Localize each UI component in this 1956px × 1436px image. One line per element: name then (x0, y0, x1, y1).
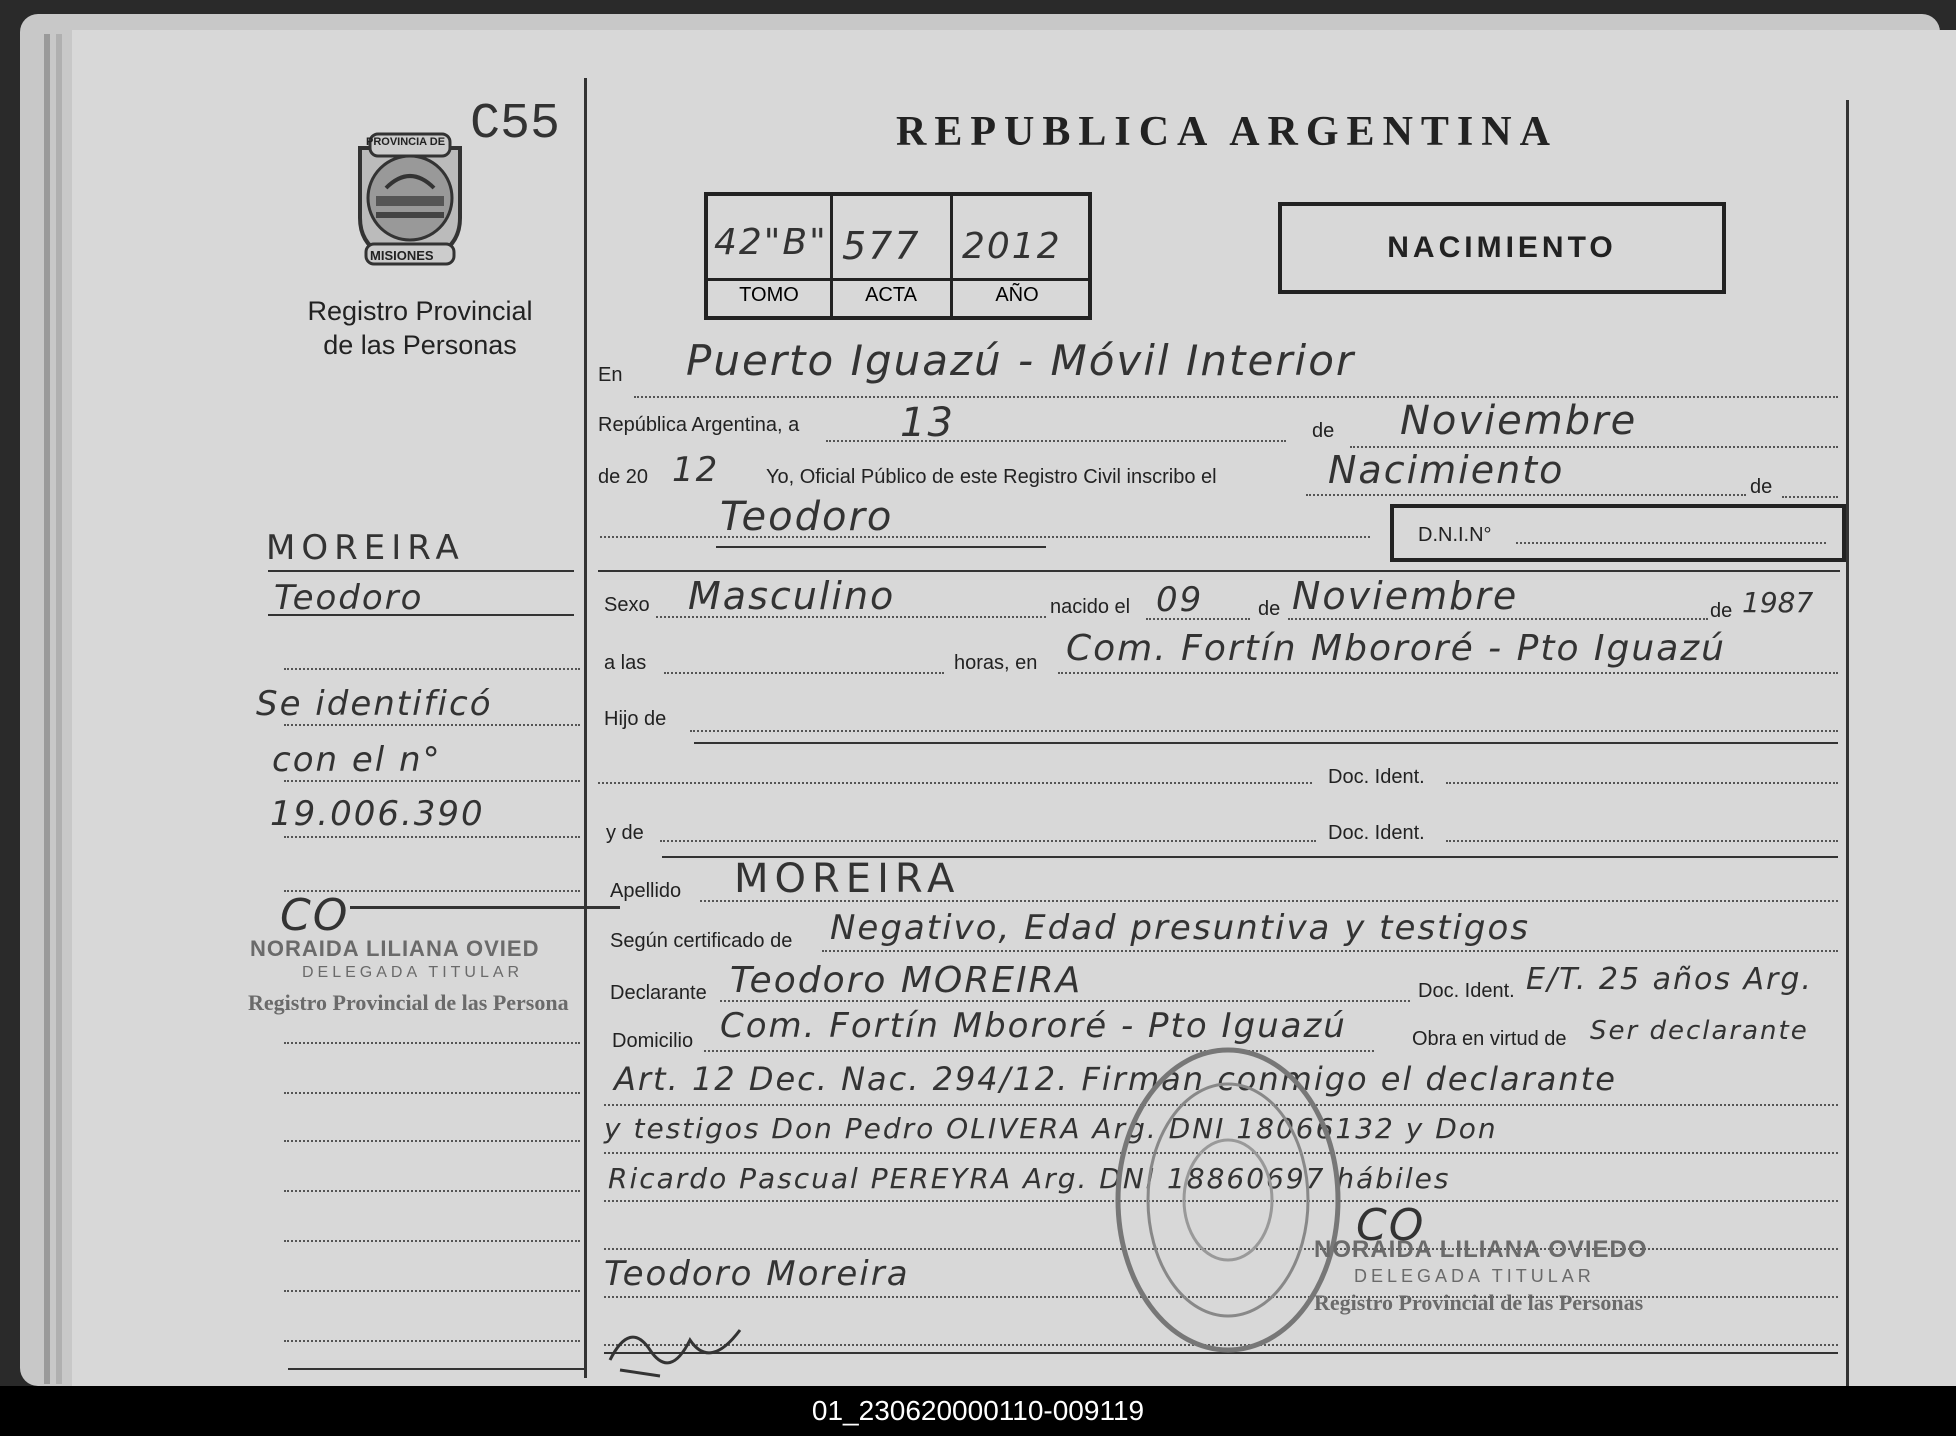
page-edge (44, 34, 50, 1384)
person-line (600, 536, 1370, 538)
underline (268, 614, 574, 616)
parent2-line (660, 840, 1316, 842)
dotted-line (284, 1140, 580, 1142)
page-edge (56, 34, 62, 1384)
time-line (664, 672, 944, 674)
misiones-seal-icon (340, 128, 480, 268)
margin-stamp-org: Registro Provincial de las Persona (248, 990, 569, 1015)
doc-ident-label: Doc. Ident. (1328, 766, 1425, 788)
anio-label: AÑO (995, 284, 1039, 306)
act-line (1306, 494, 1746, 496)
declarante-label: Declarante (610, 982, 707, 1004)
right-border (1846, 100, 1849, 1386)
dotted-line (284, 1290, 580, 1292)
dotted-line (284, 668, 580, 670)
en-label: En (598, 364, 623, 386)
month-value: Noviembre (1400, 398, 1638, 444)
margin-note-line-3: 19.006.390 (270, 794, 485, 834)
margin-stamp-name: NORAIDA LILIANA OVIED (250, 936, 540, 961)
parent1-line (690, 730, 1838, 732)
notes-line-1: Art. 12 Dec. Nac. 294/12. Firman conmigo el declarante (614, 1060, 1617, 1098)
seal-top-text: PROVINCIA DE (366, 136, 446, 148)
registry-line-2: de las Personas (323, 330, 517, 360)
day-value: 13 (900, 400, 955, 446)
doc-ident2-label: Doc. Ident. (1328, 822, 1425, 844)
hijo-label: Hijo de (604, 708, 667, 730)
declarante-doc: E/T. 25 años Arg. (1526, 962, 1813, 997)
signature-initials: CO (1356, 1200, 1426, 1251)
alas-label: a las (604, 652, 647, 674)
segun-label: Según certificado de (610, 930, 793, 952)
tomo-label: TOMO (739, 284, 799, 306)
year-value: 12 (672, 450, 720, 490)
oficial-text: Yo, Oficial Público de este Registro Civil inscribo el (766, 466, 1217, 488)
notes-line-2: y testigos Don Pedro OLIVERA Arg. DNI 18066132 y Don (604, 1112, 1498, 1145)
parent1-cont-line (598, 782, 1312, 784)
acta-label: ACTA (865, 284, 917, 306)
file-code: 01_230620000110-009119 (0, 1386, 1956, 1436)
margin-initials: CO (280, 890, 350, 941)
birth-month-line (1288, 618, 1708, 620)
margin-note-line-1: Se identificó (256, 684, 493, 724)
stamp-title: DELEGADA TITULAR (1354, 1266, 1595, 1286)
section-rule (598, 570, 1840, 572)
nacido-label: nacido el (1050, 596, 1131, 618)
yde-label: y de (606, 822, 644, 844)
doc-ident2-line (1446, 840, 1838, 842)
act-type-box (1278, 202, 1726, 294)
sexo-value: Masculino (688, 574, 896, 618)
seal-bottom-text: MISIONES (370, 248, 434, 263)
column-divider (584, 78, 587, 1378)
en-line (634, 396, 1838, 398)
dni-line (1516, 542, 1826, 544)
underline (716, 546, 1046, 548)
anio-value: 2012 (962, 226, 1062, 267)
underline (268, 570, 574, 572)
person-value: Teodoro (720, 494, 894, 540)
obra-value: Ser declarante (1590, 1016, 1809, 1046)
birth-day: 09 (1156, 580, 1204, 620)
official-round-stamp-icon (1108, 1040, 1348, 1360)
dotted-line (284, 1240, 580, 1242)
en-value: Puerto Iguazú - Móvil Interior (686, 336, 1356, 385)
act-type-label: NACIMIENTO (1387, 231, 1617, 264)
dotted-line (284, 836, 580, 838)
segun-line (822, 950, 1838, 952)
apellido-label: Apellido (610, 880, 682, 902)
margin-note-line-2: con el n° (272, 740, 442, 780)
signature-stroke (350, 906, 620, 909)
day-line (826, 440, 1286, 442)
doc-ident3-label: Doc. Ident. (1418, 980, 1515, 1002)
birth-year: 1987 (1742, 586, 1814, 619)
country-title: REPUBLICA ARGENTINA (896, 109, 1558, 155)
de3-label: de (1258, 598, 1281, 620)
de-label: de (1312, 420, 1335, 442)
dotted-line (284, 1190, 580, 1192)
dni-label: D.N.I.N° (1418, 524, 1492, 546)
section-rule (694, 742, 1838, 744)
republica-label: República Argentina, a (598, 414, 800, 436)
record-box (704, 192, 1092, 320)
domicilio-label: Domicilio (612, 1030, 694, 1052)
margin-name: Teodoro (274, 578, 424, 618)
domicilio-value: Com. Fortín Mbororé - Pto Iguazú (720, 1006, 1347, 1046)
dotted-line (284, 1340, 580, 1342)
de4-label: de (1710, 600, 1733, 622)
obra-label: Obra en virtud de (1412, 1028, 1567, 1050)
place-value: Com. Fortín Mbororé - Pto Iguazú (1066, 628, 1726, 669)
tomo-value: 42"B" (714, 222, 828, 263)
acta-value: 577 (842, 224, 921, 268)
sexo-label: Sexo (604, 594, 650, 616)
stamp-org: Registro Provincial de las Personas (1314, 1290, 1644, 1315)
bottom-rule (288, 1368, 584, 1370)
margin-surname: MOREIRA (266, 528, 465, 568)
act-value: Nacimiento (1328, 448, 1565, 492)
dotted-line (284, 780, 580, 782)
signature-names: Teodoro Moreira (604, 1254, 910, 1294)
doc-ident-line (1446, 782, 1838, 784)
birth-month: Noviembre (1292, 574, 1519, 618)
record-box-divider (708, 278, 1088, 281)
registry-line-1: Registro Provincial (307, 296, 533, 326)
dni-box (1390, 504, 1846, 562)
declarante-value: Teodoro MOREIRA (730, 960, 1083, 1001)
signature-scribble-icon (600, 1300, 750, 1380)
dotted-line (284, 724, 580, 726)
apellido-value: MOREIRA (734, 856, 961, 902)
place-line (1058, 672, 1838, 674)
dotted-line (284, 1092, 580, 1094)
de2-label: de (1750, 476, 1773, 498)
margin-stamp-title: DELEGADA TITULAR (302, 964, 524, 981)
dotted-line (284, 1042, 580, 1044)
stamp-name: NORAIDA LILIANA OVIEDO (1314, 1236, 1648, 1263)
de2-line (1782, 496, 1838, 498)
document-number: C55 (470, 96, 561, 153)
registry-heading (290, 294, 550, 362)
segun-value: Negativo, Edad presuntiva y testigos (830, 908, 1530, 948)
year-label: de 20 (598, 466, 649, 488)
notes-line-3: Ricardo Pascual PEREYRA Arg. DNI 18860697 hábiles (608, 1162, 1451, 1195)
horas-label: horas, en (954, 652, 1038, 674)
